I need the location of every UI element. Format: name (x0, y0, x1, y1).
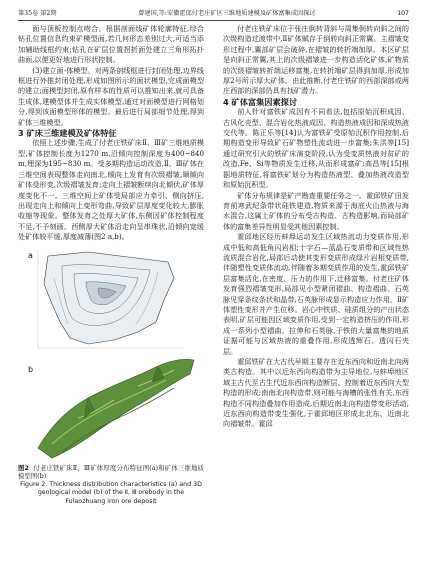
header-volume: 第35卷 第2期 (18, 10, 57, 17)
right-column (223, 24, 409, 430)
figure-caption-cn (18, 464, 204, 481)
paragraph: 矿体分布规律是矿产勘查重要任务之一。霍邱铁矿田发育前寒武纪条带状硅铁建造,物质来源于海底火山热液与海水混合,这属上矿体的分布受古构造、古构造影响,而局部矿体的富集差异性明显受其他因素控制。 (223, 190, 409, 231)
paragraph: 前人针对富铁矿成因有不同看法,包括原始沉积成因、古风化壳型、混合岩化热液成因、构造热液成因和深成热液交代等。陈正乐等[14]认为富铁矿受原始沉积作用控制,后期构造变形导致矿石矿物塑性流动进一步富集;朱洪等[15]通过研究引火的铁矿床演变阶段,认为受变质热液对贫矿的改造,Fe、Si等物质发生迁移,从而形成富矿;高昌等[15]根据地质特征,将富铁矿划分为构造热液型、叠加热液改造型和原始沉积型。 (223, 107, 409, 190)
figure-2-graphic (18, 248, 204, 462)
paragraph: 霍邱铁矿在大古代早期主要存在近东西向和近南北向两类古构造。其中以近东西向构造带为主导地位,与蚌埠地区域主古代至古生代近东西向构造断层、控制着近东西向大型构造的形成;南南北向构造带,则可能与海槽的张性有关,东西构造不同构造叠加作用造成,后期近南北向构造带变形活动,近东西向构造带变生强化,于霍邱地区形成北北东、近南北向褶皱带。霍邱 (223, 357, 409, 429)
paragraph: 霍邱地区经历蚌埠运动发生区域热流动力变质作用,形成中低和高低角闪岩相;十字石—蓝晶石变质带和区域性热流质混合岩化,局部后动使其变形变质形成绿片岩相变质带,伴随塑性变质体流动,伴随着多期变质作用的发生,霍邱铁矿层富集活化,在密度、压力的作用下,迁移富集。付老庄矿体发育强烈褶皱变形,局部见小型紧闭褶曲、构造褶曲、石英脉见穿条纹条状和晶带,石英脉形成显示构造应力作用。Ⅱ矿体塑性变形并产生位移。岩心中铁质、硅质组分的产出状态表明,矿层可能因区域变质作用,受到一定构造挤压的作用,形成一系列小型褶曲、拉伸和石英脉,于铁的大量富集的地质证据可能与区域热液的重叠作用,形成透辉石、透闪石夹层。 (223, 232, 409, 356)
paragraph: (3)建立面-体模型。对两条剖线框进行封闭处理,边界线框进行外推封闭处理,形成如图所示的面状模型,完成面模型的建立;面模型封闭,原有样本的性质可以推知出来,就可具备生成体,建模型体并生成实体模型,通过对面模型进行网格划分,得到该面模型形体的模型。最后进行局部细节处理,得到矿体三维模型。 (18, 65, 204, 127)
figure-number: 图2 (18, 463, 30, 472)
figure-caption-en: Figure 2. Thickness distribution characteristics (a) and 3D geological model (b) of the Ⅱ, Ⅲ orebody in the Fulaozhuang iron ore deposit (20, 480, 202, 505)
left-column (18, 24, 204, 506)
running-header (18, 8, 409, 21)
3d-orebody-model (28, 359, 194, 458)
figure-caption-cn-text: 付老庄铁矿床Ⅱ、Ⅲ矿体厚度分布特征图(a)和矿体三维地质模型图(b) (18, 463, 204, 481)
paragraph: 面与顶板控制点吻合。根据剖面线矿体轮廓特征,综合钻孔位置信息约束矿模型面,若几何形态差别过大,可适当添加辅助线框约束;钻孔在矿层位置拐折面处建立三角形拓扑曲面,以便更好地进行形状控制。 (18, 24, 204, 65)
panel-label-b: b (28, 364, 34, 374)
section-heading: 3 矿床三维建模及矿体特征 (18, 128, 117, 139)
section-heading: 4 矿体富集因素探讨 (223, 96, 298, 107)
page-number: 107 (397, 10, 409, 17)
figure-2 (18, 248, 204, 462)
thickness-map (28, 250, 184, 348)
header-title: 曾建国,等:安徽霍邱付老庄矿区三维地质建模及矿体富集成因探讨 (138, 10, 316, 17)
paragraph: 付老庄铁矿床位于张庄倒转背斜与周集倒转向斜之间的次级构造过渡带中,Ⅱ矿体赋存于倒转向斜正常翼。主褶皱变形过程中,翼部矿层会破碎,在褶皱的转折端加厚。本区矿层是向斜正常翼,其上的次级褶皱进一步构造活化矿体,矿物质的次级褶皱转折端运移富集,在转折端矿层得到加厚,形成加厚2号所示厚大矿体。由此推断,付老庄铁矿的西部深部或两庄西部的深部仍具有找矿潜力。 (223, 24, 409, 96)
paragraph: 依照上述步骤,生成了付老庄铁矿床Ⅱ、Ⅲ矿三维地质模型,矿体控制长度为1270 m,沿倾向控制深度为400~840 m,埋深为195~830 m。受多期构造运动改造,Ⅱ、Ⅲ矿体在三维空间表现整体走向南北,倾向上发育有次级褶皱,顺倾向矿体受形变,次级褶皱发育;走向上褶皱断续向北倾伏,矿体厚度变化不一。三维空间上矿体受局部应力牵引、侧向挤压,出现走向上和倾向上变形弯曲,导致矿层厚度变化较大,膨胀收缩等现象。整体发育之处厚大矿体,东侧因矿体控制程度不足,不予刻画。西侧厚大矿体沿走向呈串珠状,沿倾向宽缓处矿体较平缓,厚度减薄(图2 a,b)。 (18, 138, 204, 242)
panel-label-a: a (28, 250, 33, 260)
